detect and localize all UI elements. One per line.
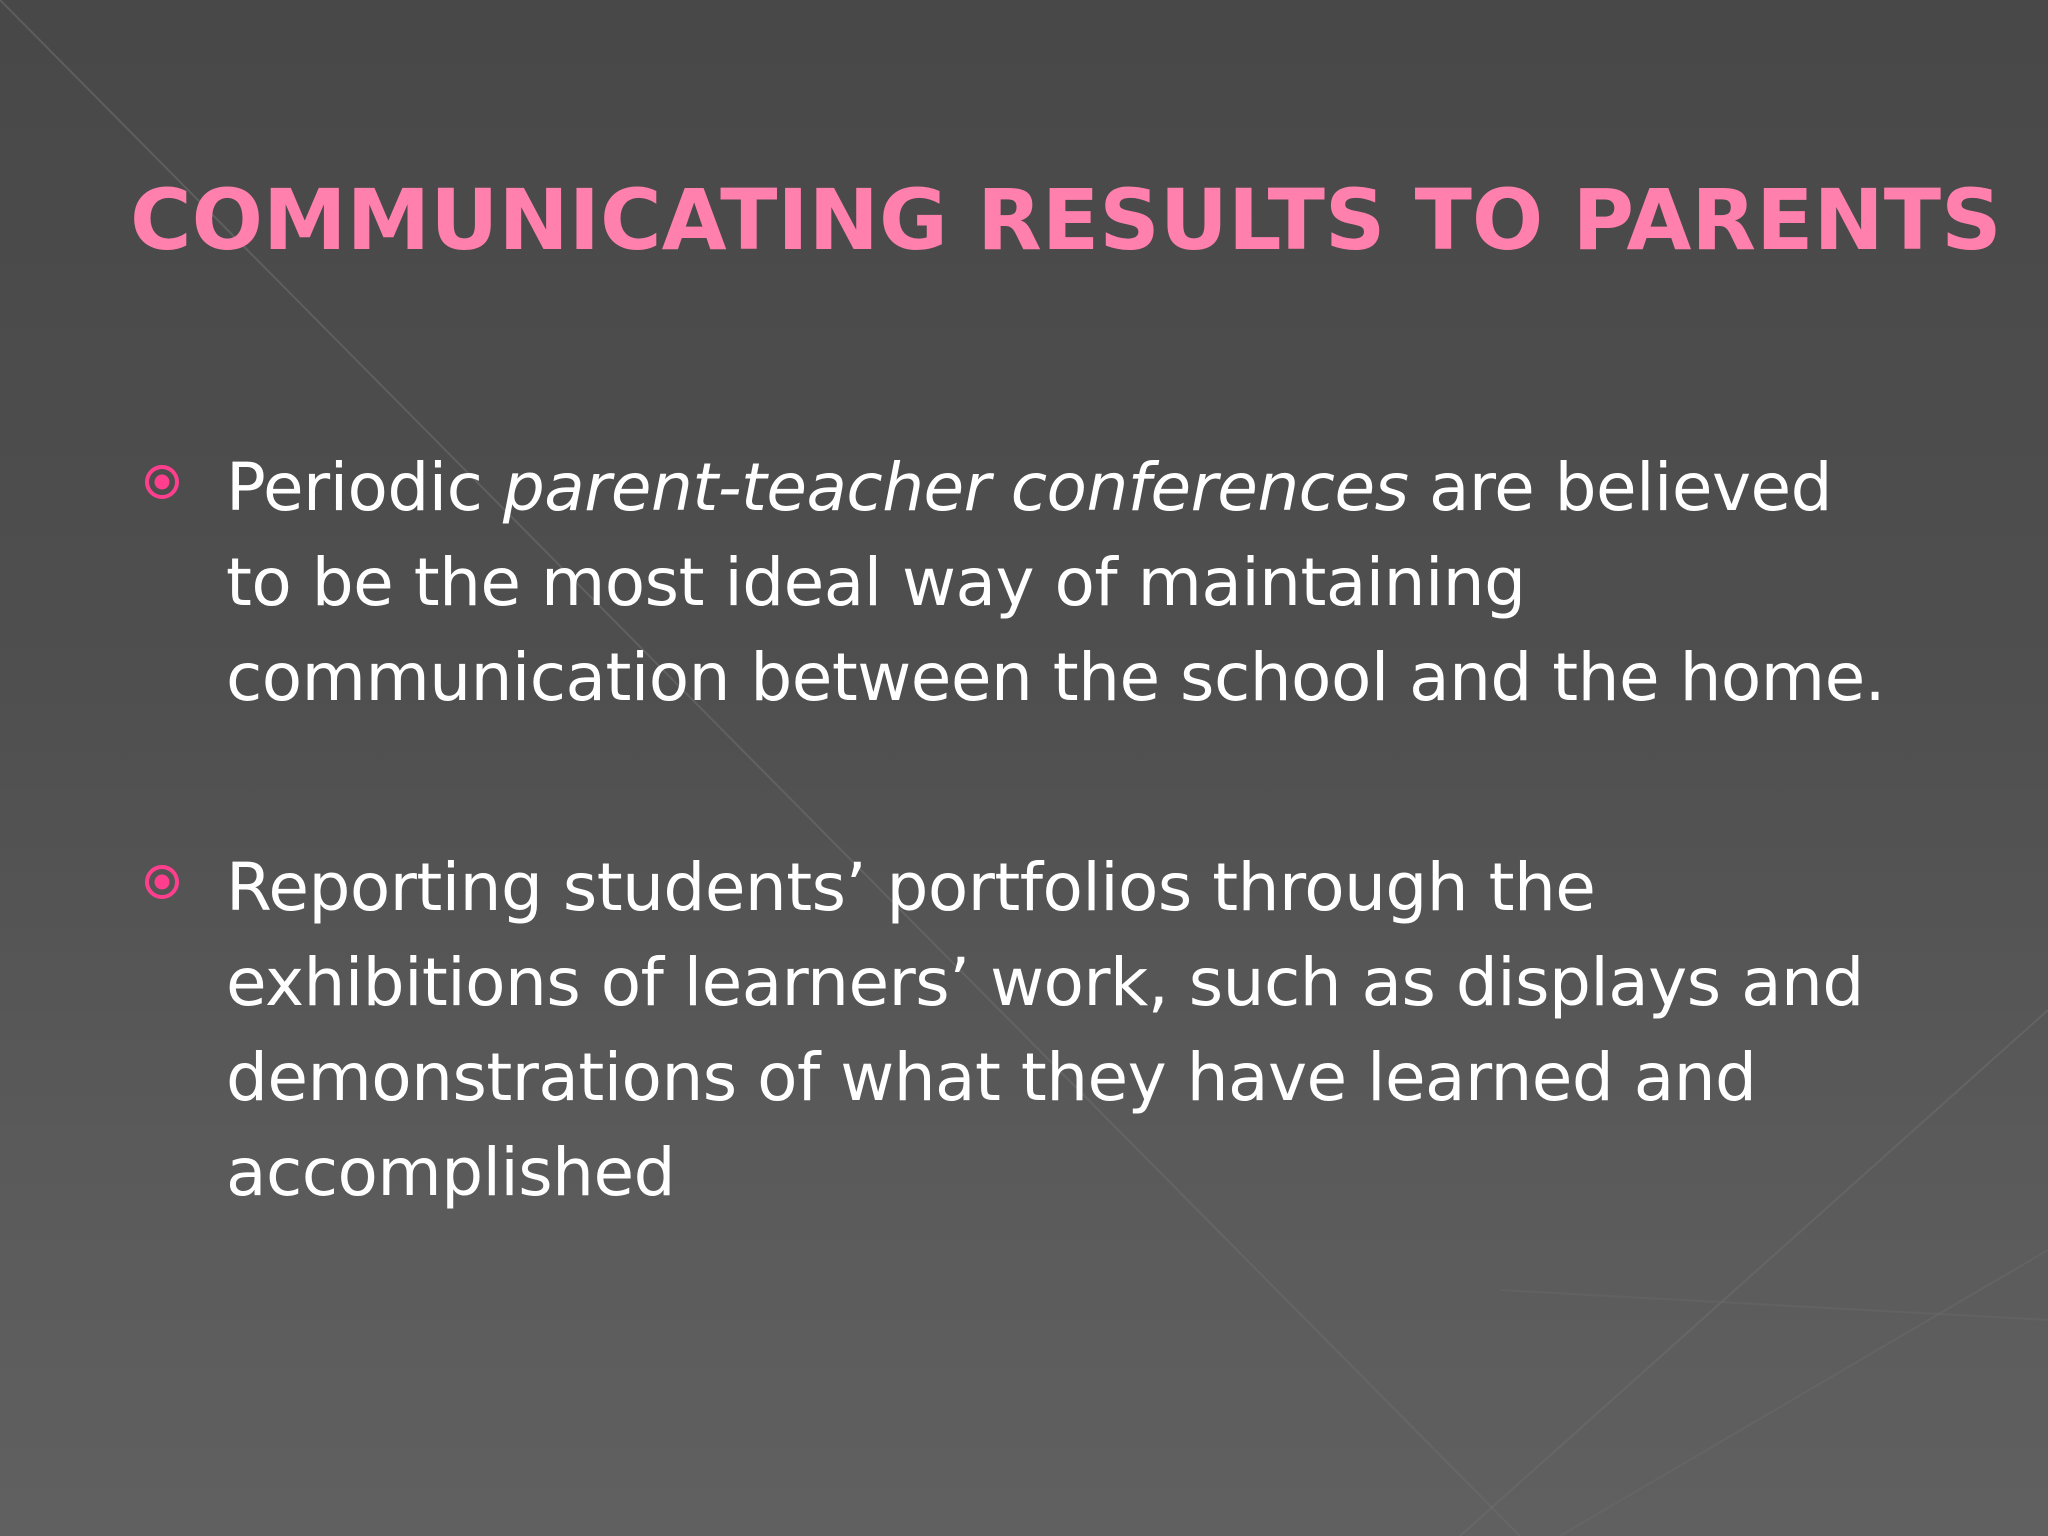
bullet-item [130, 440, 1890, 725]
bullet-text-before: Periodic [226, 449, 503, 526]
bullet-list [130, 440, 1890, 1335]
bullet-text [226, 440, 1890, 725]
bullet-text-emphasis: parent-teacher conferences [502, 449, 1409, 526]
bullet-item [130, 840, 1890, 1220]
bullet-text: Reporting students’ portfolios through the exhibitions of learners’ work, such as displays and demonstrations of what they have learned and accomplished [226, 849, 1864, 1211]
circled-dot-icon [144, 864, 180, 900]
circled-dot-icon [144, 464, 180, 500]
slide-title: COMMUNICATING RESULTS TO PARENTS [130, 171, 2002, 269]
bullet-text-after: are believed to be the most ideal way of maintaining communication between the school and the home. [226, 449, 1886, 716]
